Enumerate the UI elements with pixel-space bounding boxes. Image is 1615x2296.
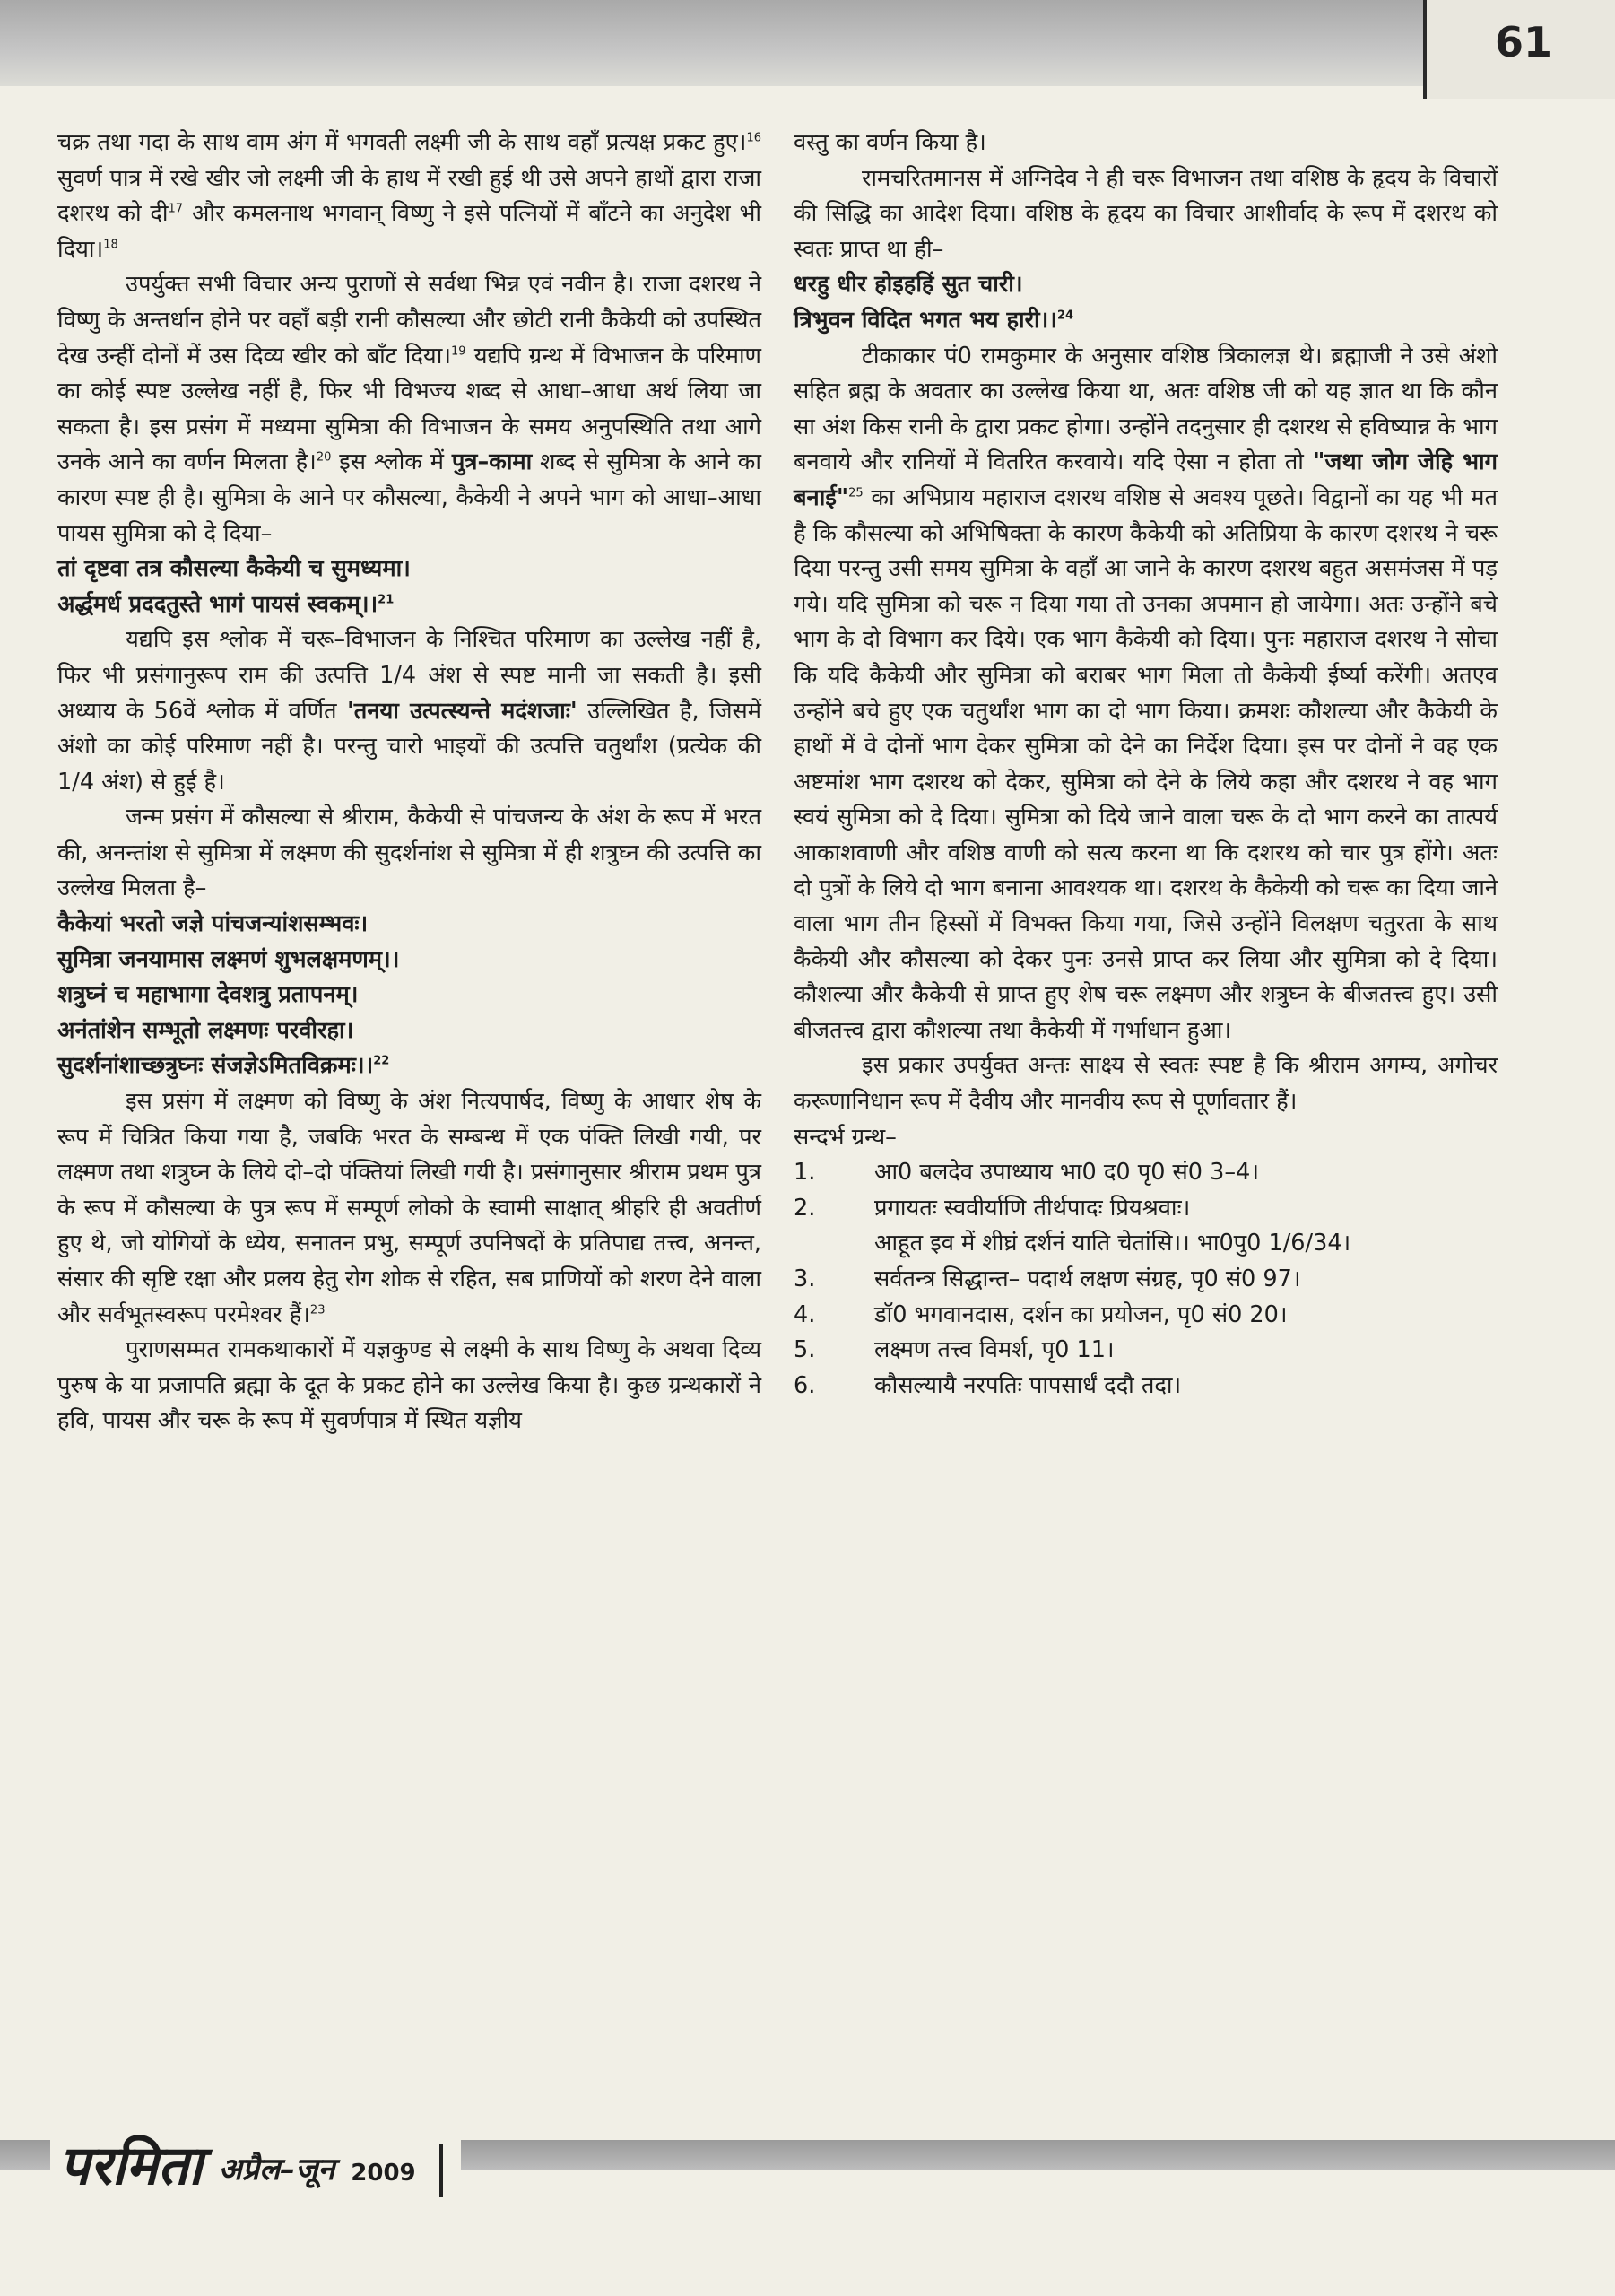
verse-line: शत्रुघ्नं च महाभागा देवशत्रु प्रतापनम्। [57, 981, 359, 1009]
verse-line: अर्द्धमर्ध प्रददतुस्ते भागं पायसं स्वकम्।।$^{21}$ [57, 590, 395, 618]
journal-title: परमिता [59, 2135, 203, 2197]
verse-line: तां दृष्टवा तत्र कौसल्या कैकेयी च सुमध्यमा। [57, 555, 411, 583]
footer-divider [439, 2144, 443, 2197]
verse-line: त्रिभुवन विदित भगत भय हारी।।$^{24}$ [794, 306, 1074, 334]
verse-line: सुमित्रा जनयामास लक्ष्मणं शुभलक्षमणम्।। [57, 945, 400, 973]
verse-line: धरहु धीर होइहहिं सुत चारी। [794, 271, 1023, 299]
left-column [57, 126, 761, 1439]
paragraph: टीकाकार पं0 रामकुमार के अनुसार वशिष्ठ त्रिकालज्ञ थे। ब्रह्माजी ने उसे अंशो सहित ब्रह्म के अवतार का उल्लेख किया था, अतः वशिष्ठ जी को यह ज्ञात था कि कौन सा अंश किस रानी के द्वारा प्रकट होगा। उन्होंने तदनुसार ही दशरथ से हविष्यान्न के भाग बनवाये और रानियों में वितरित करवाये। यदि ऐसा न होता तो "जथा जोग जेहि भाग बनाई"$^{25}$ का अभिप्राय महाराज दशरथ वशिष्ठ से अवश्य पूछते। विद्वानों का यह भी मत है कि कौसल्या को अभिषिक्ता के कारण कैकेयी को अतिप्रिया के कारण दशरथ ने चरू दिया परन्तु उसी समय सुमित्रा के वहाँ आ जाने के कारण दशरथ बहुत असमंजस में पड़ गये। यदि सुमित्रा को चरू न दिया गया तो उनका अपमान हो जायेगा। अतः उन्होंने बचे भाग के दो विभाग कर दिये। एक भाग कैकेयी को दिया। पुनः महाराज दशरथ ने सोचा कि यदि कैकेयी और सुमित्रा को बराबर भाग मिला तो कैकेयी ईर्ष्या करेंगी। अतएव उन्होंने बचे हुए एक चतुर्थांश भाग का दो भाग किया। क्रमशः कौशल्या और कैकेयी के हाथों में वे दोनों भाग देकर सुमित्रा को देने का निर्देश दिया। इस पर दोनों ने वह एक अष्टमांश भाग दशरथ को देकर, सुमित्रा को देने के लिये कहा और दशरथ ने वह भाग स्वयं सुमित्रा को दे दिया। सुमित्रा को दिये जाने वाला चरू के दो भाग करने का तात्पर्य आकाशवाणी और वशिष्ठ वाणी को सत्य करना था कि दशरथ को चार पुत्र होंगे। अतः दो पुत्रों के लिये दो भाग बनाना आवश्यक था। दशरथ के कैकेयी को चरू का दिया जाने वाला भाग तीन हिस्सों में विभक्त किया गया, जिसे उन्होंने विलक्षण चतुरता के साथ कैकेयी और कौसल्या को देकर पुनः उनसे प्राप्त कर लिया और सुमित्रा को दे दिया। कौशल्या और कैकेयी से प्राप्त हुए शेष चरू लक्ष्मण और शत्रुघ्न के बीजतत्त्व हुए। उसी बीजतत्त्व द्वारा कौशल्या तथा कैकेयी में गर्भाधान हुआ। [794, 342, 1498, 1044]
reference-item: आहूत इव में शीघ्रं दर्शनं याति चेतांसि।। भा0पु0 1/6/34। [874, 1230, 1351, 1257]
paragraph: वस्तु का वर्णन किया है। [794, 129, 986, 156]
references-title: सन्दर्भ ग्रन्थ– [794, 1123, 897, 1151]
reference-item: 4. डॉ0 भगवानदास, दर्शन का प्रयोजन, पृ0 सं0 20। [794, 1300, 1288, 1328]
footer [50, 2108, 461, 2197]
issue-year: 2009 [351, 2160, 416, 2187]
verse-line: अनंतांशेन सम्भूतो लक्ष्मणः परवीरहा। [57, 1016, 354, 1044]
reference-item: 2. प्रगायतः स्ववीर्याणि तीर्थपादः प्रियश्रवाः। [794, 1194, 1191, 1222]
reference-item: 3. सर्वतन्त्र सिद्धान्त– पदार्थ लक्षण संग्रह, पृ0 सं0 97। [794, 1265, 1301, 1292]
paragraph: पुराणसम्मत रामकथाकारों में यज्ञकुण्ड से लक्ष्मी के साथ विष्णु के अथवा दिव्य पुरुष के या प्रजापति ब्रह्मा के दूत के प्रकट होने का उल्लेख किया है। कुछ ग्रन्थकारों ने हवि, पायस और चरू के रूप में सुवर्णपात्र में स्थित यज्ञीय [57, 1336, 761, 1435]
reference-list [794, 1155, 1498, 1404]
paragraph: यद्यपि इस श्लोक में चरू–विभाजन के निश्चित परिमाण का उल्लेख नहीं है, फिर भी प्रसंगानुरूप राम की उत्पत्ति 1/4 अंश से स्पष्ट मानी जा सकती है। इसी अध्याय के 56वें श्लोक में वर्णित 'तनया उत्पत्स्यन्ते मदंशजाः' उल्लिखित है, जिसमें अंशो का कोई परिमाण नहीं है। परन्तु चारो भाइयों की उत्पत्ति चतुर्थांश (प्रत्येक की 1/4 अंश) से हुई है। [57, 626, 762, 796]
paragraph: इस प्रसंग में लक्ष्मण को विष्णु के अंश नित्यपार्षद, विष्णु के आधार शेष के रूप में चित्रित किया गया है, जबकि भरत के सम्बन्ध में एक पंक्ति लिखी गयी, पर लक्ष्मण तथा शत्रुघ्न के लिये दो–दो पंक्तियां लिखी गयी है। प्रसंगानुसार श्रीराम प्रथम पुत्र के रूप में कौसल्या के पुत्र रूप में सम्पूर्ण लोको के स्वामी साक्षात् श्रीहरि ही अवतीर्ण हुए थे, जो योगियों के ध्येय, सनातन प्रभु, सम्पूर्ण उपनिषदों के प्रतिपाद्य तत्त्व, अनन्त, संसार की सृष्टि रक्षा और प्रलय हेतु रोग शोक से रहित, सब प्राणियों को शरण देने वाला और सर्वभूतस्वरूप परमेश्वर हैं।$^{23}$ [57, 1088, 761, 1328]
paragraph: चक्र तथा गदा के साथ वाम अंग में भगवती लक्ष्मी जी के साथ वहाँ प्रत्यक्ष प्रकट हुए।$^{16}$ सुवर्ण पात्र में रखे खीर जो लक्ष्मी जी के हाथ में रखी हुई थी उसे अपने हाथों द्वारा राजा दशरथ को दी$^{17}$ और कमलनाथ भगवान् विष्णु ने इसे पत्नियों में बाँटने का अनुदेश भी दिया।$^{18}$ [57, 129, 761, 263]
header-band [0, 0, 1615, 86]
verse-line: सुदर्शनांशाच्छत्रुघ्नः संजज्ञेऽमितविक्रमः।।$^{22}$ [57, 1052, 390, 1080]
paragraph: उपर्युक्त सभी विचार अन्य पुराणों से सर्वथा भिन्न एवं नवीन है। राजा दशरथ ने विष्णु के अन्तर्धान होने पर वहाँ बड़ी रानी कौसल्या और छोटी रानी कैकेयी को उपस्थित देख उन्हीं दोनों में उस दिव्य खीर को बाँट दिया।$^{19}$ यद्यपि ग्रन्थ में विभाजन के परिमाण का कोई स्पष्ट उल्लेख नहीं है, फिर भी विभज्य शब्द से आधा–आधा अर्थ लिया जा सकता है। इस प्रसंग में मध्यमा सुमित्रा की विभाजन के समय अनुपस्थिति तथा आगे उनके आने का वर्णन मिलता है।$^{20}$ इस श्लोक में पुत्र–कामा शब्द से सुमित्रा के आने का कारण स्पष्ट ही है। सुमित्रा के आने पर कौसल्या, कैकेयी ने अपने भाग को आधा–आधा पायस सुमित्रा को दे दिया– [57, 271, 761, 547]
paragraph: जन्म प्रसंग में कौसल्या से श्रीराम, कैकेयी से पांचजन्य के अंश के रूप में भरत की, अनन्तांश से सुमित्रा में लक्ष्मण की सुदर्शनांश से सुमित्रा में ही शत्रुघ्न की उत्पत्ति का उल्लेख मिलता है– [57, 804, 761, 902]
paragraph: रामचरितमानस में अग्निदेव ने ही चरू विभाजन तथा वशिष्ठ के हृदय के विचारों की सिद्धि का आदेश दिया। वशिष्ठ के हृदय का विचार आशीर्वाद के रूप में दशरथ को स्वतः प्राप्त था ही– [794, 164, 1498, 263]
reference-item: 1. आ0 बलदेव उपाध्याय भा0 द0 पृ0 सं0 3–4। [794, 1159, 1259, 1187]
page-number: 61 [1494, 18, 1552, 66]
reference-item: 5. लक्ष्मण तत्त्व विमर्श, पृ0 11। [794, 1336, 1115, 1364]
page-number-box [1423, 0, 1615, 99]
right-column [794, 126, 1498, 1404]
paragraph: इस प्रकार उपर्युक्त अन्तः साक्ष्य से स्वतः स्पष्ट है कि श्रीराम अगम्य, अगोचर करूणानिधान रूप में दैवीय और मानवीय रूप से पूर्णावतार हैं। [794, 1052, 1498, 1116]
reference-item: 6. कौसल्यायै नरपतिः पापसार्धं ददौ तदा। [794, 1371, 1182, 1399]
verse-line: कैकेयां भरतो जज्ञे पांचजन्यांशसम्भवः। [57, 910, 369, 938]
issue-months: अप्रैल–जून [218, 2152, 335, 2187]
